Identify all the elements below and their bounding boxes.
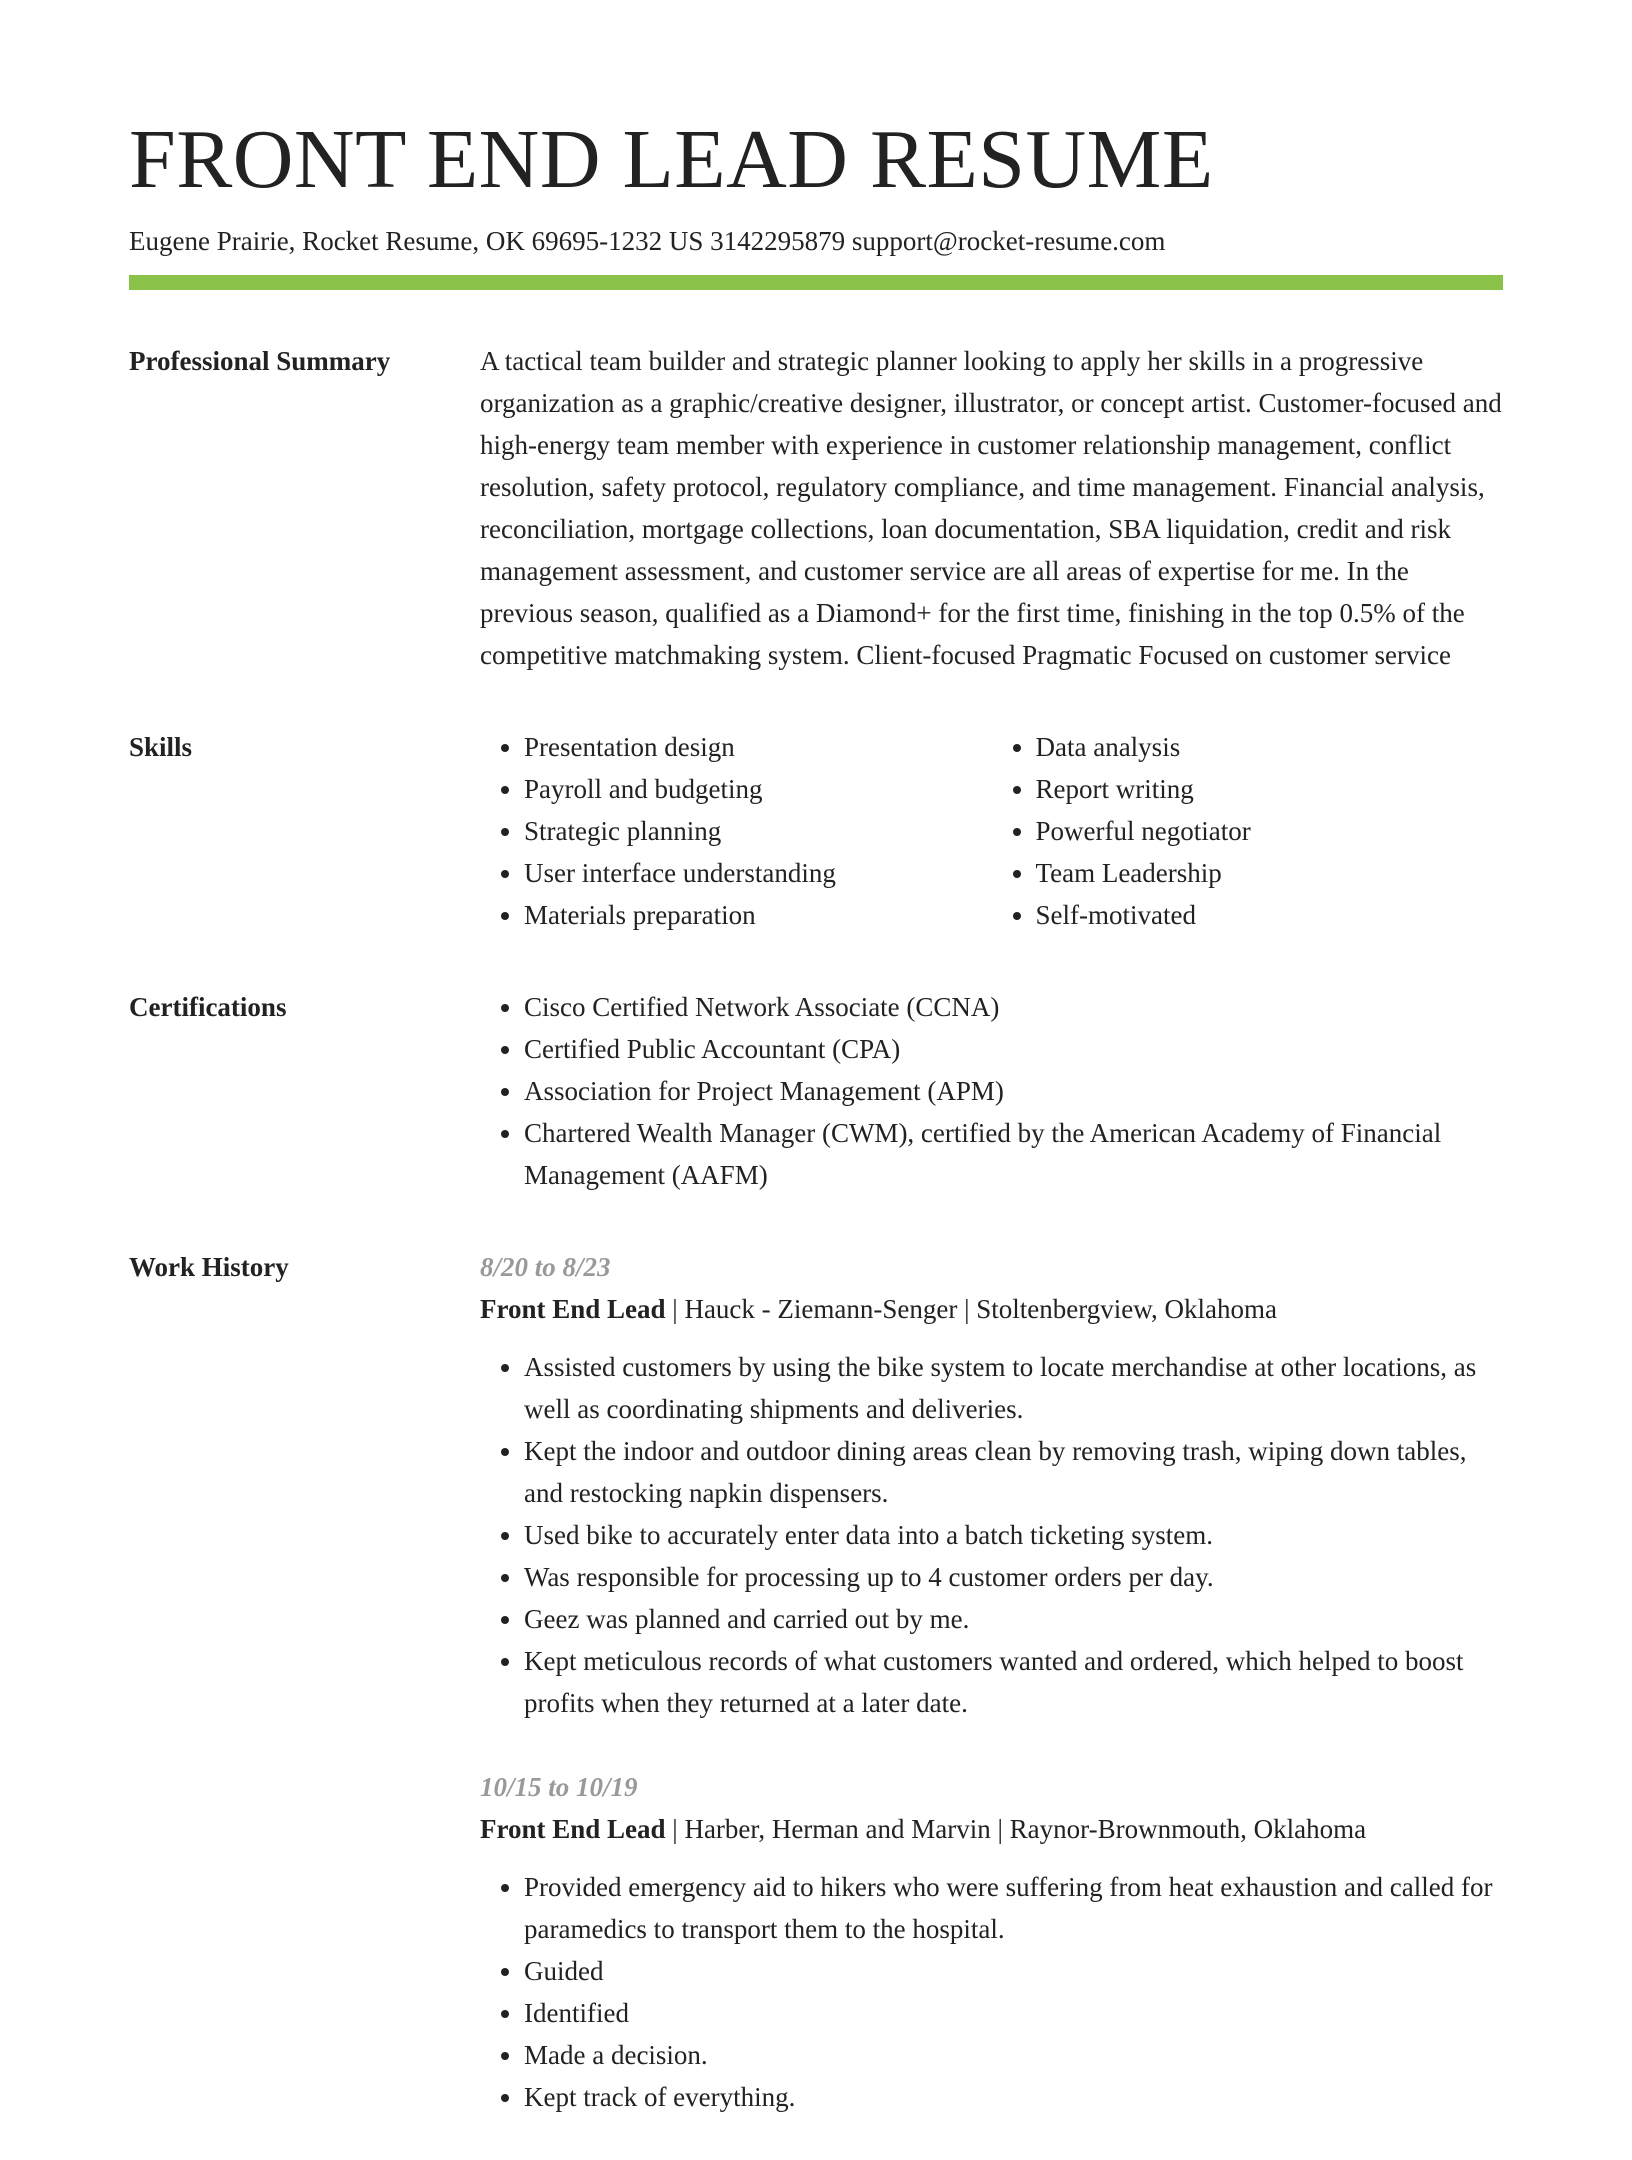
job-bullet: • Geez was planned and carried out by me.: [524, 1598, 1503, 1640]
job-bullet: • Assisted customers by using the bike system to locate merchandise at other locations, as well as coordinating shipments and deliveries.: [524, 1346, 1503, 1430]
work-history-section: [129, 1246, 1503, 2160]
skill-item: • Payroll and budgeting: [524, 768, 992, 810]
job-bullets: [480, 1346, 1503, 1724]
certification-item: • Cisco Certified Network Associate (CCNA): [524, 986, 1503, 1028]
work-history-label: Work History: [129, 1252, 289, 1283]
certification-item: • Certified Public Accountant (CPA): [524, 1028, 1503, 1070]
skill-item: • Strategic planning: [524, 810, 992, 852]
job-role: Front End Lead: [480, 1294, 666, 1325]
skill-item: • User interface understanding: [524, 852, 992, 894]
job-bullet: • Kept the indoor and outdoor dining areas clean by removing trash, wiping down tables, and restocking napkin dispensers.: [524, 1430, 1503, 1514]
skills-content: [480, 726, 1503, 936]
certifications-list: [480, 986, 1503, 1196]
skill-item: • Self-motivated: [1036, 894, 1504, 936]
skill-item: • Materials preparation: [524, 894, 992, 936]
summary-text: A tactical team builder and strategic planner looking to apply her skills in a progressive organization as a graphic/creative designer, illustrator, or concept artist. Customer-focused and high-energy team member with experience in customer relationship management, conflict resolution, safety protocol, regulatory compliance, and time management. Financial analysis, reconciliation, mortgage collections, loan documentation, SBA liquidation, credit and risk management assessment, and customer service are all areas of expertise for me. In the previous season, qualified as a Diamond+ for the first time, finishing in the top 0.5% of the competitive matchmaking system. Client-focused Pragmatic Focused on customer service: [480, 346, 1502, 671]
skill-item: • Presentation design: [524, 726, 992, 768]
contact-line: Eugene Prairie, Rocket Resume, OK 69695-1232 US 3142295879 support@rocket-resume.com: [129, 226, 1166, 256]
job-bullet: • Was responsible for processing up to 4 customer orders per day.: [524, 1556, 1503, 1598]
job-bullet: • Identified: [524, 1992, 1503, 2034]
certification-item: • Association for Project Management (APM): [524, 1070, 1503, 1112]
skills-list-left: [480, 726, 992, 936]
skills-label: Skills: [129, 732, 193, 763]
header-divider: [129, 275, 1503, 290]
skills-list-right: [992, 726, 1504, 936]
job-bullet: • Kept meticulous records of what customers wanted and ordered, which helped to boost profits when they returned at a later date.: [524, 1640, 1503, 1724]
job-entry: [480, 1766, 1503, 2118]
summary-section: [129, 340, 1503, 676]
job-details: | Hauck - Ziemann-Senger | Stoltenbergview, Oklahoma: [665, 1294, 1277, 1325]
job-bullet: • Kept track of everything.: [524, 2076, 1503, 2118]
skills-section: [129, 726, 1503, 936]
certifications-content: [480, 986, 1503, 1196]
job-title-line: [480, 1288, 1503, 1330]
skill-item: • Powerful negotiator: [1036, 810, 1504, 852]
job-bullet: • Made a decision.: [524, 2034, 1503, 2076]
certifications-label: Certifications: [129, 992, 287, 1023]
skill-item: • Data analysis: [1036, 726, 1504, 768]
job-bullet: • Used bike to accurately enter data into a batch ticketing system.: [524, 1514, 1503, 1556]
job-bullets: [480, 1866, 1503, 2118]
resume-title: FRONT END LEAD RESUME: [129, 113, 1214, 206]
job-details: | Harber, Herman and Marvin | Raynor-Brownmouth, Oklahoma: [665, 1814, 1367, 1845]
certifications-section: [129, 986, 1503, 1196]
job-role: Front End Lead: [480, 1814, 666, 1845]
certification-item: • Chartered Wealth Manager (CWM), certified by the American Academy of Financial Management (AAFM): [524, 1112, 1503, 1196]
skill-item: • Team Leadership: [1036, 852, 1504, 894]
job-date: 10/15 to 10/19: [480, 1772, 638, 1803]
job-entry: [480, 1246, 1503, 1724]
skill-item: • Report writing: [1036, 768, 1504, 810]
job-bullet: • Provided emergency aid to hikers who were suffering from heat exhaustion and called for paramedics to transport them to the hospital.: [524, 1866, 1503, 1950]
job-title-line: [480, 1808, 1503, 1850]
job-date: 8/20 to 8/23: [480, 1252, 611, 1283]
summary-label: Professional Summary: [129, 346, 391, 377]
summary-content: [480, 340, 1503, 676]
job-bullet: • Guided: [524, 1950, 1503, 1992]
work-history-content: [480, 1246, 1503, 2160]
